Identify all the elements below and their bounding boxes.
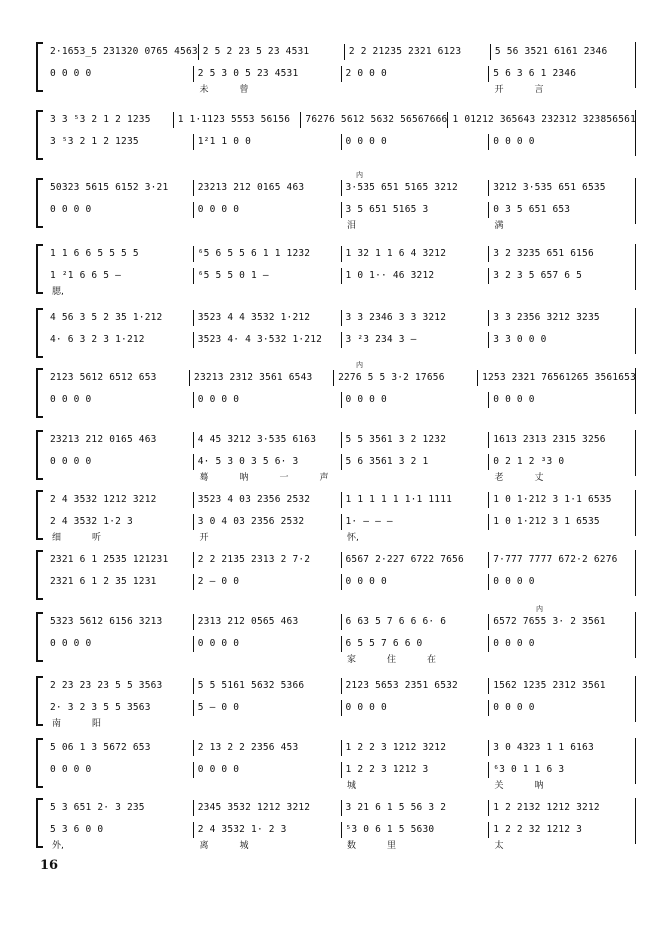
lyric-cell	[341, 150, 489, 162]
lyric-cell	[46, 348, 194, 360]
lyric-cell	[194, 652, 342, 664]
measure: 0 3 5 651 653	[488, 202, 636, 218]
lyric-cell	[341, 218, 489, 230]
lower-part-row	[46, 202, 636, 218]
staff-system	[36, 361, 637, 418]
lyric-syllable: 曾	[239, 85, 249, 95]
measure: 2276 5 5 3·2 17656	[333, 370, 477, 386]
lyric-syllable: 蓦	[199, 473, 209, 483]
lyric-cell	[194, 530, 342, 542]
measure: 2 0 0 0	[341, 66, 489, 82]
lyric-syllable: 开	[494, 85, 504, 95]
lyric-syllable: 泪	[347, 221, 357, 231]
staff-system	[36, 308, 636, 358]
measure: 2 2 21235 2321 6123	[344, 44, 490, 60]
measure: 0 0 0 0	[50, 68, 92, 79]
staff-system	[36, 171, 636, 231]
measure: 0 0 0 0	[488, 574, 636, 590]
lyric-syllable: 开	[199, 533, 209, 543]
lyric-cell	[489, 348, 637, 360]
measure: 0 0 0 0	[193, 636, 341, 652]
measure: 3 2 3 5 657 6 5	[488, 268, 636, 284]
measure: ⁶5 5 5 0 1 —	[193, 268, 341, 284]
upper-part-row	[46, 246, 636, 262]
lyric-cell	[341, 778, 489, 790]
lyric-cell	[46, 590, 194, 602]
lyric-cell	[194, 716, 342, 728]
measure: 0 0 0 0	[341, 134, 489, 150]
system-bracket	[36, 612, 43, 662]
measure: 3 ²3 234 3 —	[341, 332, 489, 348]
lyric-cell	[46, 652, 194, 664]
staff-system	[36, 738, 636, 791]
measure: 1 2 2 3 1212 3	[341, 762, 489, 778]
measure: 3 3 2356 3212 3235	[488, 310, 636, 326]
measure: 0 0 0 0	[341, 574, 489, 590]
lyric-cell	[489, 470, 637, 482]
measure: 3523 4 4 3532 1·212	[193, 310, 341, 326]
measure: 23213 212 0165 463	[193, 180, 341, 196]
lyric-cell	[46, 150, 194, 162]
measure: 2 5 3 0 5 23 4531	[193, 66, 341, 82]
measure: 1253 2321 76561265 3561653	[477, 370, 636, 386]
lyric-cell	[341, 652, 489, 664]
lyric-syllable: 家	[347, 655, 357, 665]
measure: 5 06 1 3 5672 653	[50, 742, 151, 753]
lyrics-row	[46, 408, 636, 420]
performance-mark: 内	[356, 171, 363, 179]
measure: 6572 7655 3· 2 3561	[488, 614, 636, 630]
measure: 4· 6 3 2 3 1·212	[50, 334, 145, 345]
lyric-syllable: 太	[494, 841, 504, 851]
lyric-cell	[194, 590, 342, 602]
measure: 1 2 2 32 1212 3	[488, 822, 636, 838]
lyric-syllable: 数	[347, 841, 357, 851]
lyric-cell	[46, 408, 194, 420]
measure: 1· — — —	[341, 514, 489, 530]
lower-part-row	[46, 66, 636, 82]
lyric-cell	[341, 284, 489, 296]
lower-part-row	[46, 514, 636, 530]
lyric-syllable: 老	[494, 473, 504, 483]
measure: 1 1·1123 5553 56156	[173, 112, 301, 128]
measure: 5 56 3521 6161 2346	[490, 44, 636, 60]
lyrics-row	[46, 470, 636, 482]
measure: 2123 5612 6512 653	[50, 372, 157, 383]
measure: 2 4 3532 1· 2 3	[193, 822, 341, 838]
staff-system	[36, 244, 636, 297]
lower-part-row	[46, 454, 636, 470]
lyric-cell	[341, 348, 489, 360]
lyric-syllable: 城	[347, 781, 357, 791]
lyrics-row	[46, 590, 636, 602]
lyric-cell	[341, 838, 489, 850]
upper-part-row	[46, 310, 636, 326]
lyric-syllable: 一	[279, 473, 289, 483]
lyric-cell	[194, 778, 342, 790]
lyrics-row	[46, 284, 636, 296]
lyric-cell	[489, 284, 637, 296]
lower-part-row	[46, 822, 636, 838]
system-bracket	[36, 676, 43, 726]
lyric-cell	[341, 408, 489, 420]
lyric-syllable: 怀,	[347, 533, 359, 543]
lyric-cell	[194, 82, 342, 94]
lower-part-row	[46, 574, 636, 590]
lyric-cell	[46, 284, 194, 296]
measure: 0 0 0 0	[50, 394, 92, 405]
upper-part-row	[46, 44, 636, 60]
measure: 6 63 5 7 6 6 6· 6	[341, 614, 489, 630]
lower-part-row	[46, 134, 636, 150]
measure: 2 23 23 23 5 5 3563	[50, 680, 163, 691]
lyric-syllable: 未	[199, 85, 209, 95]
lyric-cell	[489, 82, 637, 94]
measure: 1 0 1·212 3 1 6535	[488, 514, 636, 530]
lyric-cell	[341, 470, 489, 482]
measure: 0 0 0 0	[50, 764, 92, 775]
lyric-cell	[194, 408, 342, 420]
system-bracket	[36, 110, 43, 160]
measure: 3 2 3235 651 6156	[488, 246, 636, 262]
measure: 1 2 2132 1212 3212	[488, 800, 636, 816]
upper-part-row	[46, 740, 636, 756]
measure: 1 01212 365643 232312 323856561	[447, 112, 636, 128]
measure: 23213 212 0165 463	[50, 434, 157, 445]
measure: ⁶5 6 5 5 6 1 1 1232	[193, 246, 341, 262]
system-bracket	[36, 738, 43, 788]
lyric-syllable: 满	[494, 221, 504, 231]
measure: 6567 2·227 6722 7656	[341, 552, 489, 568]
measure: 1613 2313 2315 3256	[488, 432, 636, 448]
measure: 7·777 7777 672·2 6276	[488, 552, 636, 568]
lyrics-row	[46, 838, 636, 850]
lyric-cell	[194, 284, 342, 296]
measure: 2 — 0 0	[193, 574, 341, 590]
lyric-syllable: 外,	[52, 841, 64, 851]
measure: 0 0 0 0	[193, 392, 341, 408]
system-bracket	[36, 244, 43, 294]
system-bracket	[36, 490, 43, 540]
lyric-cell	[46, 530, 194, 542]
lyric-syllable: 住	[387, 655, 397, 665]
lyric-cell	[489, 218, 637, 230]
measure: 3 0 4 03 2356 2532	[193, 514, 341, 530]
staff-system	[36, 550, 636, 600]
system-bracket	[36, 430, 43, 480]
measure: 3 ⁵3 2 1 2 1235	[50, 136, 139, 147]
measure: 1 1 1 1 1 1·1 1111	[341, 492, 489, 508]
lyric-cell	[489, 716, 637, 728]
lyric-syllable: 呐	[534, 781, 544, 791]
lyric-syllable: 关	[494, 781, 504, 791]
measure: 3·535 651 5165 3212	[341, 180, 489, 196]
system-bracket	[36, 798, 43, 848]
lyric-cell	[341, 530, 489, 542]
measure: 3 3 ⁵3 2 1 2 1235	[50, 114, 151, 125]
lyrics-row	[46, 652, 636, 664]
measure: 3 21 6 1 5 56 3 2	[341, 800, 489, 816]
lyric-cell	[194, 150, 342, 162]
measure: 1 ²1 6 6 5 —	[50, 270, 122, 281]
measure: 2 13 2 2 2356 453	[193, 740, 341, 756]
measure: 1 32 1 1 6 4 3212	[341, 246, 489, 262]
measure: 3 5 651 5165 3	[341, 202, 489, 218]
measure: 1 0 1·212 3 1·1 6535	[488, 492, 636, 508]
lyric-cell	[489, 150, 637, 162]
upper-part-row	[46, 112, 636, 128]
lyrics-row	[46, 530, 636, 542]
lyric-cell	[194, 218, 342, 230]
measure: 0 0 0 0	[488, 700, 636, 716]
lyric-syllable: 阳	[92, 719, 102, 729]
system-bracket	[36, 368, 43, 418]
staff-system	[36, 605, 636, 665]
measure: 0 0 0 0	[193, 762, 341, 778]
lyric-cell	[489, 530, 637, 542]
measure: 4· 5 3 0 3 5 6· 3	[193, 454, 341, 470]
measure: 3 0 4323 1 1 6163	[488, 740, 636, 756]
lyric-cell	[489, 838, 637, 850]
measure: ⁶3 0 1 1 6 3	[488, 762, 636, 778]
upper-part-row	[46, 180, 636, 196]
measure: 2345 3532 1212 3212	[193, 800, 341, 816]
lower-part-row	[46, 268, 636, 284]
lyric-cell	[46, 218, 194, 230]
lower-part-row	[46, 700, 636, 716]
lyric-cell	[46, 470, 194, 482]
measure: 2 4 3532 1·2 3	[50, 516, 133, 527]
lyric-syllable: 呐	[239, 473, 249, 483]
measure: 2321 6 1 2535 121231	[50, 554, 169, 565]
lyric-syllable: 丈	[534, 473, 544, 483]
measure: 0 0 0 0	[488, 134, 636, 150]
lyric-cell	[341, 82, 489, 94]
staff-system	[36, 490, 636, 543]
measure: 6 5 5 7 6 6 0	[341, 636, 489, 652]
measure: 1562 1235 2312 3561	[488, 678, 636, 694]
measure: 0 0 0 0	[341, 700, 489, 716]
staff-system	[36, 798, 636, 851]
lyric-cell	[341, 590, 489, 602]
lyric-cell	[489, 590, 637, 602]
measure: 1²1 1 0 0	[193, 134, 341, 150]
measure: 76276 5612 5632 56567666	[300, 112, 447, 128]
lyric-cell	[194, 348, 342, 360]
upper-part-row	[46, 370, 636, 386]
measure: 2·1653̲5 231320 0765 4563	[50, 46, 198, 57]
lower-part-row	[46, 636, 636, 652]
performance-mark: 内	[356, 361, 363, 369]
measure: 23213 2312 3561 6543	[189, 370, 333, 386]
lyric-syllable: 离	[199, 841, 209, 851]
measure: 0 0 0 0	[50, 638, 92, 649]
measure: 2123 5653 2351 6532	[341, 678, 489, 694]
measure: 5 5 5161 5632 5366	[193, 678, 341, 694]
measure: 2313 212 0565 463	[193, 614, 341, 630]
lyric-cell	[194, 838, 342, 850]
staff-system	[36, 430, 636, 483]
system-bracket	[36, 178, 43, 228]
measure: 3523 4 03 2356 2532	[193, 492, 341, 508]
measure: 0 0 0 0	[341, 392, 489, 408]
measure: 2 2 2135 2313 2 7·2	[193, 552, 341, 568]
system-bracket	[36, 308, 43, 358]
measure: 5 5 3561 3 2 1232	[341, 432, 489, 448]
lyric-cell	[489, 778, 637, 790]
lyric-cell	[489, 408, 637, 420]
upper-part-row	[46, 492, 636, 508]
lyric-syllable: 里	[387, 841, 397, 851]
system-bracket	[36, 550, 43, 600]
staff-system	[36, 42, 636, 95]
lyric-cell	[341, 716, 489, 728]
measure: 5 6 3561 3 2 1	[341, 454, 489, 470]
performance-mark: 内	[536, 605, 543, 613]
measure: 0 0 0 0	[488, 636, 636, 652]
lyric-syllable: 言	[534, 85, 544, 95]
lyric-cell	[46, 778, 194, 790]
lyric-syllable: 南	[52, 719, 62, 729]
measure: 0 0 0 0	[193, 202, 341, 218]
measure: 3 3 2346 3 3 3212	[341, 310, 489, 326]
measure: 3 3 0 0 0	[488, 332, 636, 348]
lyrics-row	[46, 348, 636, 360]
staff-system	[36, 676, 636, 729]
lyrics-row	[46, 150, 636, 162]
measure: 3212 3·535 651 6535	[488, 180, 636, 196]
lyrics-row	[46, 778, 636, 790]
page-number: 16	[40, 858, 59, 873]
measure: 2 5 2 23 5 23 4531	[198, 44, 344, 60]
upper-part-row	[46, 614, 636, 630]
lyrics-row	[46, 218, 636, 230]
lower-part-row	[46, 762, 636, 778]
lower-part-row	[46, 392, 636, 408]
measure: 2 4 3532 1212 3212	[50, 494, 157, 505]
measure: 3523 4· 4 3·532 1·212	[193, 332, 341, 348]
measure: ⁵3 0 6 1 5 5630	[341, 822, 489, 838]
lyric-cell	[46, 838, 194, 850]
measure: 5 3 6 0 0	[50, 824, 104, 835]
staff-system	[36, 110, 636, 160]
measure: 0 2 1 2 ³3 0	[488, 454, 636, 470]
measure: 2· 3 2 3 5 5 3563	[50, 702, 151, 713]
lower-part-row	[46, 332, 636, 348]
upper-part-row	[46, 800, 636, 816]
measure: 4 56 3 5 2 35 1·212	[50, 312, 163, 323]
lyrics-row	[46, 716, 636, 728]
lyric-cell	[489, 652, 637, 664]
measure: 5323 5612 6156 3213	[50, 616, 163, 627]
measure: 1 0 1·· 46 3212	[341, 268, 489, 284]
measure: 0 0 0 0	[50, 204, 92, 215]
measure: 1 1 6 6 5 5 5 5	[50, 248, 139, 259]
measure: 0 0 0 0	[488, 392, 636, 408]
lyric-syllable: 城	[239, 841, 249, 851]
lyric-syllable: 听	[92, 533, 102, 543]
measure: 50323 5615 6152 3·21	[50, 182, 169, 193]
upper-part-row	[46, 552, 636, 568]
lyric-syllable: 在	[427, 655, 437, 665]
measure: 0 0 0 0	[50, 456, 92, 467]
measure: 5 3 651 2· 3 235	[50, 802, 145, 813]
lyric-syllable: 细	[52, 533, 62, 543]
lyric-cell	[46, 82, 194, 94]
measure: 5 — 0 0	[193, 700, 341, 716]
lyric-syllable: 声	[319, 473, 329, 483]
lyric-cell	[46, 716, 194, 728]
upper-part-row	[46, 432, 636, 448]
measure: 2321 6 1 2 35 1231	[50, 576, 157, 587]
upper-part-row	[46, 678, 636, 694]
lyrics-row	[46, 82, 636, 94]
system-bracket	[36, 42, 43, 92]
measure: 5 6 3 6 1 2346	[488, 66, 636, 82]
measure: 4 45 3212 3·535 6163	[193, 432, 341, 448]
lyric-syllable: 腮,	[52, 287, 64, 297]
measure: 1 2 2 3 1212 3212	[341, 740, 489, 756]
lyric-cell	[194, 470, 342, 482]
